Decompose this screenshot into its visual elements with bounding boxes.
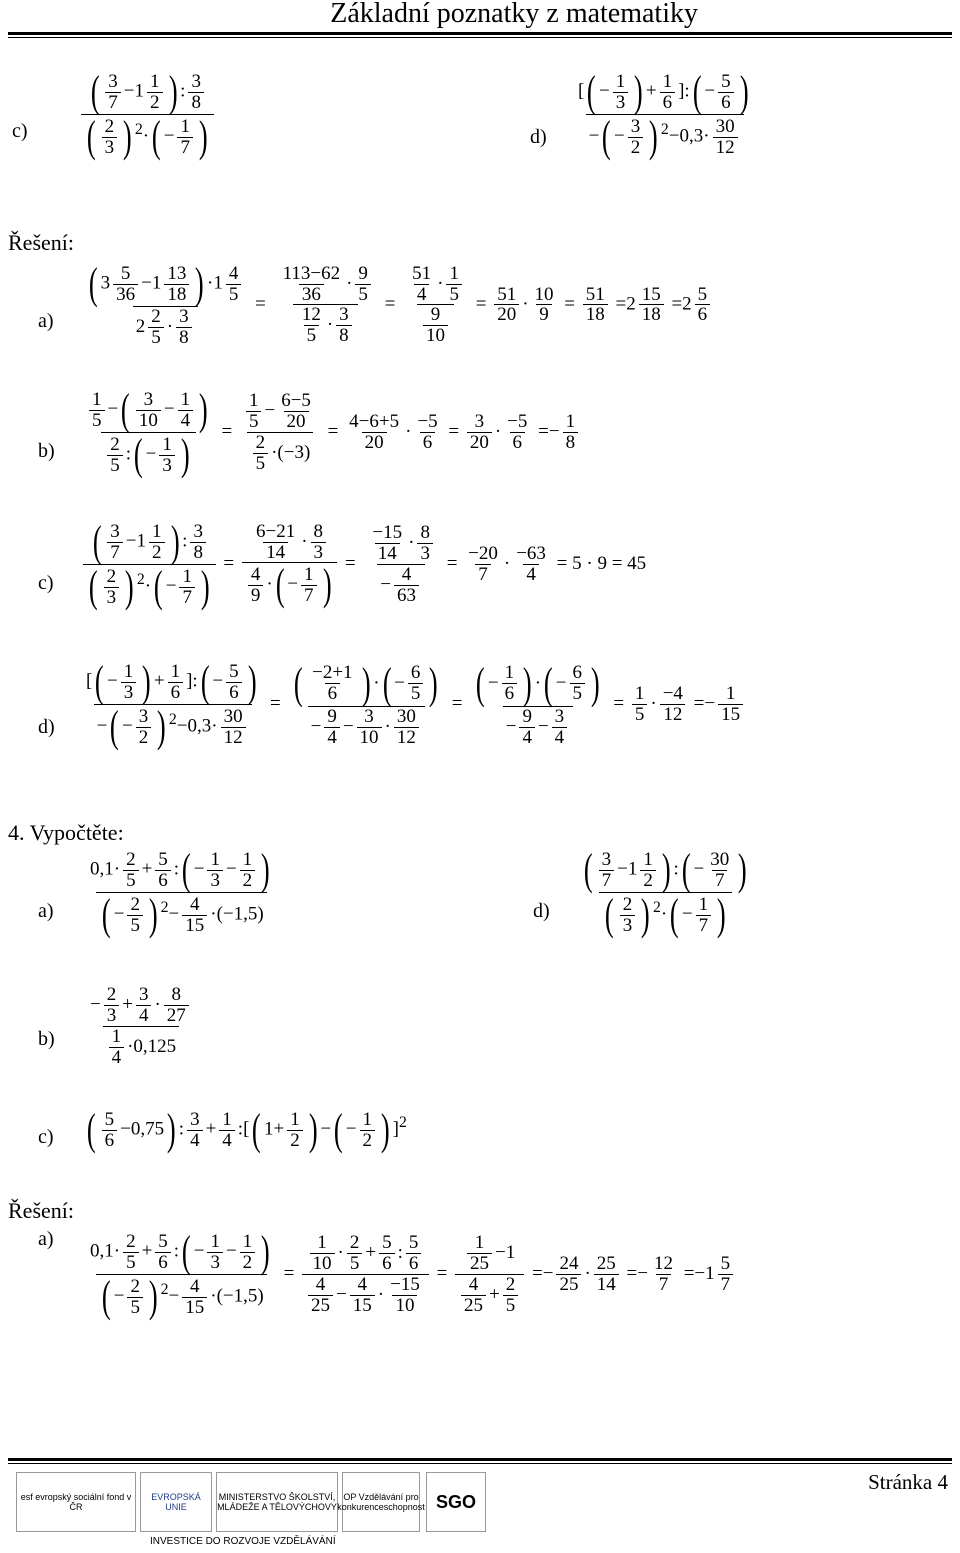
task-4a: 0,1· $\frac{2}{5}$ + $\frac{5}{6}$ :( − $\frac{1}{3}$ − $\frac{1}{2}$ ) ( − $\frac{2}{5}$ ) $^2$− $\frac{4}{15}$ ·(−1,5) — [90, 845, 270, 939]
solution-b: $\frac{1}{5}$ −( $\frac{3}{10}$ − $\frac{1}{4}$ ) $\frac{2}{5}$ :( − $\frac{1}{3}$ ) = $\frac{1}{5}$ − $\frac{6-5}{20}$ $\frac{2}{5}$ ·(−3) = $\frac{4-6+5}{20}$ · $\frac{-5}{6}$ = $\frac{3}{20}$ · $\frac{-5}{6}$ =− $\frac{1}{8}$ — [80, 388, 581, 477]
task-heading: 4. Vypočtěte: — [8, 820, 124, 845]
page-title: Základní poznatky z matematiky — [330, 0, 698, 29]
sgo-logo: SGO — [426, 1472, 486, 1532]
page-header — [0, 0, 960, 34]
task-4c: ( $\frac{5}{6}$ −0,75) : $\frac{3}{4}$ + $\frac{1}{4}$ :[( 1+ $\frac{1}{2}$ ) −( − $\frac{1}{2}$ ) ]$^2$ — [86, 1105, 407, 1154]
label-b-sol: b) — [38, 440, 55, 462]
solution-heading: Řešení: — [8, 230, 74, 255]
eu-logo: EVROPSKÁ UNIE — [140, 1472, 212, 1532]
op-logo: OP Vzdělávání pro konkurenceschopnost — [342, 1472, 420, 1532]
page-number: Stránka 4 — [868, 1470, 948, 1494]
solution-heading-2: Řešení: — [8, 1198, 74, 1223]
page-footer — [0, 1458, 960, 1553]
solution-4a: 0,1· $\frac{2}{5}$ + $\frac{5}{6}$ :( − $\frac{1}{3}$ − $\frac{1}{2}$ ) ( − $\frac{2}{5}$ ) $^2$− $\frac{4}{15}$ ·(−1,5) = $\frac{1}{10}$ · $\frac{2}{5}$ + $\frac{5}{6}$ : $\frac{5}{6}$ $\frac{4}{25}$ − $\frac{4}{15}$ · $\frac{-15}{10}$ = $\frac{1}{25}$ −1 $\frac{4}{25}$ + $\frac{2}{5}$ =− $\frac{24}{25}$ · $\frac{25}{14}$ =− $\frac{12}{7}$ =−1 $\frac{5}{7}$ — [84, 1230, 736, 1319]
header-rule — [8, 32, 952, 35]
task-4d: ( $\frac{3}{7}$ −1 $\frac{1}{2}$ ) :( − $\frac{30}{7}$ ) ( $\frac{2}{3}$ ) $^2$·( − $\frac{1}{7}$ ) — [583, 845, 747, 939]
expr-c-top: ( $\frac{3}{7}$ −1 $\frac{1}{2}$ ) : $\frac{3}{8}$ ( $\frac{2}{3}$ ) $^2$·( − $\frac{1}{7}$ ) — [78, 70, 217, 159]
solution-d: [( − $\frac{1}{3}$ ) + $\frac{1}{6}$ ]:( − $\frac{5}{6}$ ) −( − $\frac{3}{2}$ ) $^2$−0,3· $\frac{30}{12}$ = ( $\frac{-2+1}{6}$ ) ·( − $\frac{6}{5}$ ) − $\frac{9}{4}$ − $\frac{3}{10}$ · $\frac{30}{12}$ = ( − $\frac{1}{6}$ ) ·( − $\frac{6}{5}$ ) − $\frac{9}{4}$ − $\frac{3}{4}$ = $\frac{1}{5}$ · $\frac{-4}{12}$ =− $\frac{1}{15}$ — [80, 660, 746, 749]
label-4b: b) — [38, 1028, 55, 1050]
footer-rule — [8, 1458, 952, 1461]
label-4a-sol: a) — [38, 1228, 54, 1250]
solution-c: ( $\frac{3}{7}$ −1 $\frac{1}{2}$ ) : $\frac{3}{8}$ ( $\frac{2}{3}$ ) $^2$·( − $\frac{1}{7}$ ) = $\frac{6-21}{14}$ · $\frac{8}{3}$ $\frac{4}{9}$ ·( − $\frac{1}{7}$ ) = $\frac{-15}{14}$ · $\frac{8}{3}$ − $\frac{4}{63}$ = $\frac{-20}{7}$ · $\frac{-63}{4}$ = 5 · 9 = 45 — [80, 520, 646, 609]
label-a-sol: a) — [38, 310, 54, 332]
label-d-top: d) — [530, 126, 547, 148]
task-4b: − $\frac{2}{3}$ + $\frac{3}{4}$ · $\frac{8}{27}$ $\frac{1}{4}$ ·0,125 — [84, 985, 198, 1068]
label-c-top: c) — [12, 120, 28, 142]
label-d-sol: d) — [38, 716, 55, 738]
solution-a: ( 3 $\frac{5}{36}$ −1 $\frac{13}{18}$ ) ·1 $\frac{4}{5}$ 2 $\frac{2}{5}$ · $\frac{3}{8}$ = $\frac{113-62}{36}$ · $\frac{9}{5}$ $\frac{12}{5}$ · $\frac{3}{8}$ = $\frac{51}{4}$ · $\frac{1}{5}$ $\frac{9}{10}$ = $\frac{51}{20}$ · $\frac{10}{9}$ = $\frac{51}{18}$ =2 $\frac{15}{18}$ =2 $\frac{5}{6}$ — [80, 262, 713, 348]
header-rule-thin — [8, 37, 952, 38]
esf-logo: esf evropský sociální fond v ČR — [16, 1472, 136, 1532]
label-4c: c) — [38, 1126, 54, 1148]
label-4a: a) — [38, 900, 54, 922]
label-c-sol: c) — [38, 572, 54, 594]
expr-d-top: [( − $\frac{1}{3}$ ) + $\frac{1}{6}$ ]:( − $\frac{5}{6}$ ) −( − $\frac{3}{2}$ ) $^2$−0,3· $\frac{30}{12}$ — [578, 67, 749, 161]
label-4d: d) — [533, 900, 550, 922]
msmt-logo: MINISTERSTVO ŠKOLSTVÍ, MLÁDEŽE A TĚLOVÝCHOVY — [216, 1472, 338, 1532]
footer-rule-thin — [8, 1463, 952, 1464]
invest-tagline: INVESTICE DO ROZVOJE VZDĚLÁVÁNÍ — [150, 1536, 336, 1547]
